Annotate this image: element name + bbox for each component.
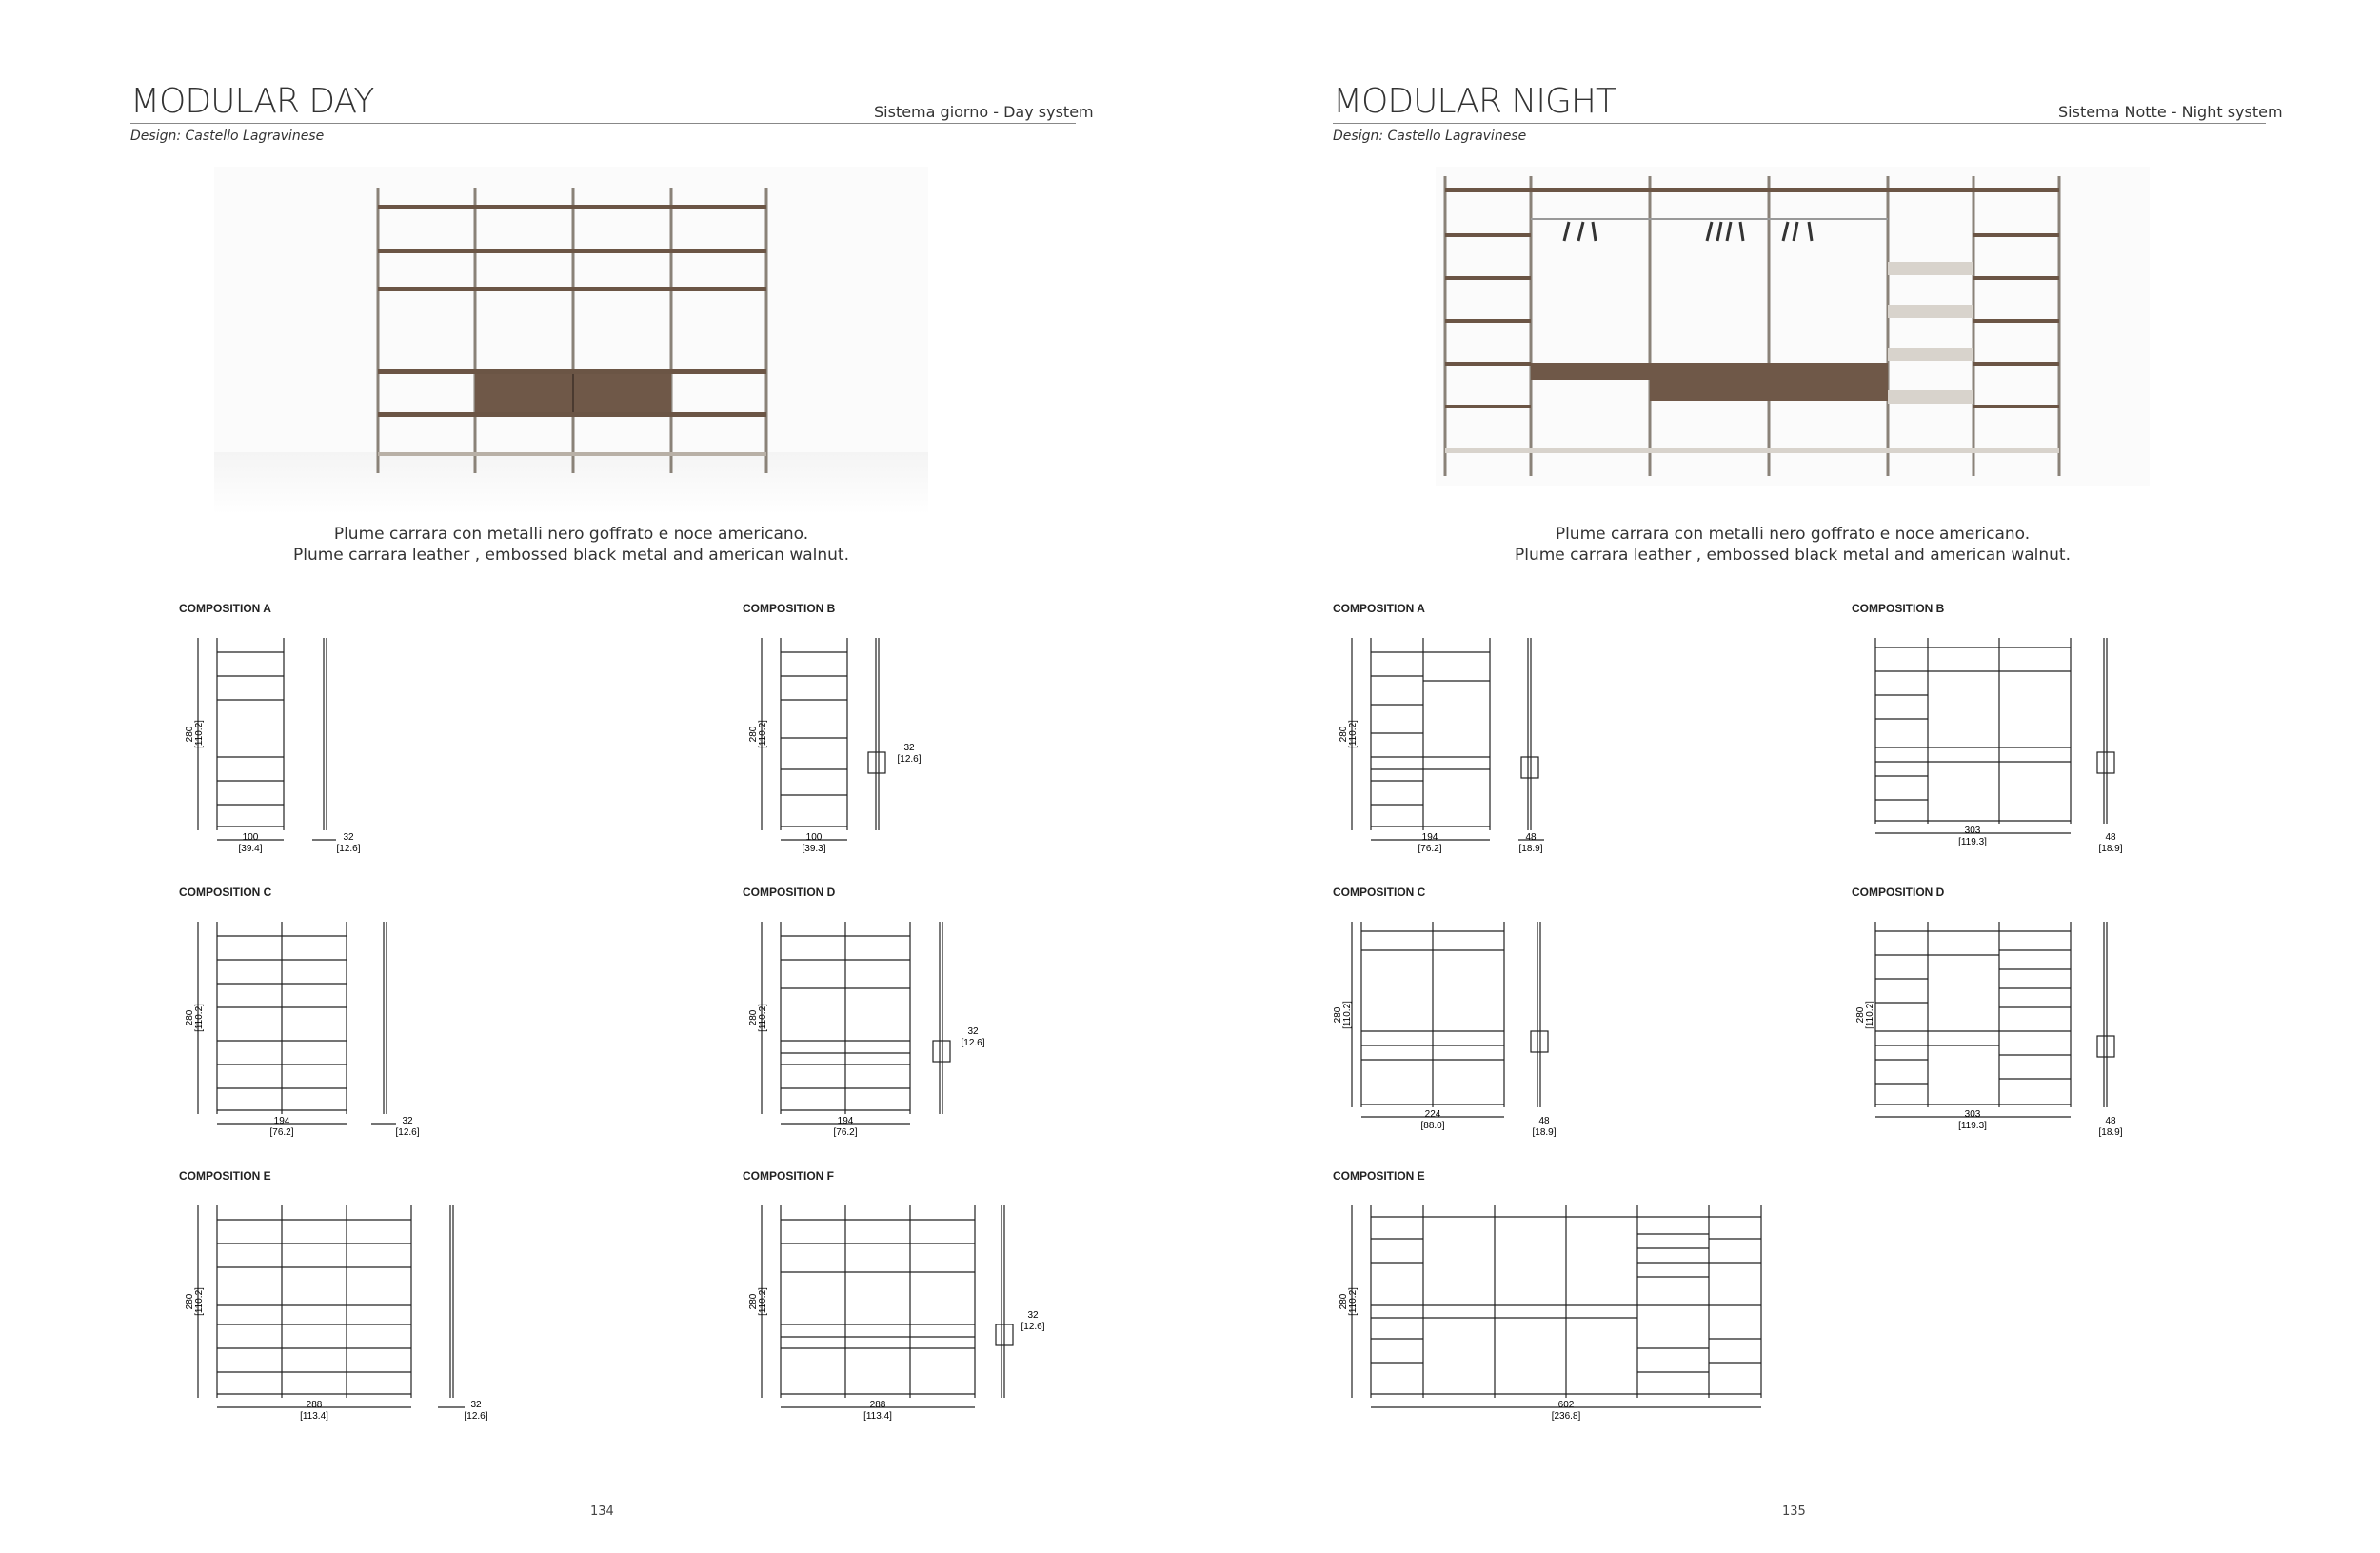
product-caption bbox=[1436, 524, 2150, 566]
height-dimension-inches: [110.2] bbox=[194, 1287, 205, 1316]
composition-b-label: COMPOSITION B bbox=[743, 602, 836, 615]
composition-e-drawing bbox=[1333, 1196, 1828, 1434]
depth-dimension: 48 bbox=[1525, 832, 1537, 843]
page-number: 134 bbox=[590, 1504, 614, 1519]
composition-e-drawing bbox=[179, 1196, 512, 1434]
depth-dimension-inches: [12.6] bbox=[961, 1038, 985, 1048]
height-dimension: 280 bbox=[748, 726, 759, 743]
designer-credit: Design: Castello Lagravinese bbox=[1333, 129, 1527, 144]
composition-b-label: COMPOSITION B bbox=[1852, 602, 1945, 615]
page-title: MODULAR NIGHT bbox=[1333, 82, 1616, 121]
height-dimension: 280 bbox=[748, 1293, 759, 1310]
wardrobe-illustration bbox=[1436, 167, 2150, 486]
width-dimension-inches: [113.4] bbox=[300, 1411, 328, 1422]
composition-c-label: COMPOSITION C bbox=[1333, 886, 1426, 899]
composition-b-drawing bbox=[1852, 628, 2175, 866]
width-dimension: 224 bbox=[1424, 1109, 1441, 1120]
width-dimension-inches: [39.4] bbox=[238, 844, 263, 854]
width-dimension: 303 bbox=[1964, 826, 1981, 836]
depth-dimension-inches: [12.6] bbox=[395, 1127, 420, 1138]
depth-dimension: 32 bbox=[967, 1026, 979, 1037]
height-dimension-inches: [110.2] bbox=[1348, 720, 1359, 748]
composition-c-label: COMPOSITION C bbox=[179, 886, 272, 899]
product-photo bbox=[1436, 167, 2150, 486]
width-dimension-inches: [88.0] bbox=[1420, 1121, 1445, 1131]
depth-dimension-inches: [12.6] bbox=[336, 844, 361, 854]
composition-b-drawing bbox=[743, 628, 933, 866]
composition-a-label: COMPOSITION A bbox=[179, 602, 271, 615]
title-rule bbox=[1333, 123, 2266, 124]
height-dimension: 280 bbox=[185, 1009, 195, 1026]
product-photo bbox=[214, 167, 928, 514]
page-subtitle: Sistema giorno - Day system bbox=[874, 103, 1094, 121]
height-dimension: 280 bbox=[748, 1009, 759, 1026]
depth-dimension: 32 bbox=[402, 1116, 413, 1126]
composition-e-label: COMPOSITION E bbox=[1333, 1169, 1425, 1183]
composition-a-drawing bbox=[179, 628, 369, 866]
width-dimension: 288 bbox=[306, 1400, 323, 1410]
height-dimension-inches: [110.2] bbox=[1865, 1001, 1875, 1029]
depth-dimension: 32 bbox=[470, 1400, 482, 1410]
width-dimension: 194 bbox=[273, 1116, 290, 1126]
depth-dimension: 48 bbox=[2105, 832, 2116, 843]
depth-dimension-inches: [18.9] bbox=[2098, 844, 2123, 854]
width-dimension: 100 bbox=[242, 832, 259, 843]
composition-f-label: COMPOSITION F bbox=[743, 1169, 834, 1183]
width-dimension: 303 bbox=[1964, 1109, 1981, 1120]
title-rule bbox=[130, 123, 1076, 124]
composition-d-label: COMPOSITION D bbox=[743, 886, 836, 899]
depth-dimension-inches: [18.9] bbox=[1532, 1127, 1557, 1138]
composition-d-label: COMPOSITION D bbox=[1852, 886, 1945, 899]
height-dimension-inches: [110.2] bbox=[758, 720, 768, 748]
page-number: 135 bbox=[1782, 1504, 1806, 1519]
composition-c-drawing bbox=[179, 912, 446, 1150]
width-dimension: 194 bbox=[1421, 832, 1438, 843]
height-dimension: 280 bbox=[1339, 726, 1349, 743]
depth-dimension-inches: [12.6] bbox=[1021, 1322, 1045, 1332]
width-dimension-inches: [119.3] bbox=[1958, 837, 1987, 847]
height-dimension: 280 bbox=[185, 1293, 195, 1310]
width-dimension-inches: [76.2] bbox=[1418, 844, 1442, 854]
height-dimension: 280 bbox=[185, 726, 195, 743]
depth-dimension-inches: [18.9] bbox=[1518, 844, 1543, 854]
width-dimension-inches: [236.8] bbox=[1551, 1411, 1581, 1422]
caption-italian: Plume carrara con metalli nero goffrato e noce americano. bbox=[1555, 525, 2031, 544]
designer-credit: Design: Castello Lagravinese bbox=[130, 129, 325, 144]
height-dimension-inches: [110.2] bbox=[758, 1287, 768, 1316]
width-dimension: 288 bbox=[869, 1400, 886, 1410]
height-dimension-inches: [110.2] bbox=[194, 1004, 205, 1032]
caption-italian: Plume carrara con metalli nero goffrato e noce americano. bbox=[333, 525, 809, 544]
composition-d-drawing bbox=[743, 912, 1009, 1150]
height-dimension-inches: [110.2] bbox=[1342, 1001, 1353, 1029]
caption-english: Plume carrara leather , embossed black metal and american walnut. bbox=[292, 546, 850, 565]
product-caption bbox=[214, 524, 928, 566]
depth-dimension: 48 bbox=[2105, 1116, 2116, 1126]
width-dimension-inches: [76.2] bbox=[833, 1127, 858, 1138]
depth-dimension: 32 bbox=[343, 832, 354, 843]
height-dimension-inches: [110.2] bbox=[194, 720, 205, 748]
height-dimension: 280 bbox=[1855, 1006, 1866, 1024]
depth-dimension-inches: [18.9] bbox=[2098, 1127, 2123, 1138]
height-dimension: 280 bbox=[1333, 1006, 1343, 1024]
composition-e-label: COMPOSITION E bbox=[179, 1169, 271, 1183]
width-dimension-inches: [119.3] bbox=[1958, 1121, 1987, 1131]
depth-dimension: 48 bbox=[1538, 1116, 1550, 1126]
bookcase-illustration bbox=[214, 167, 928, 514]
width-dimension: 602 bbox=[1557, 1400, 1575, 1410]
width-dimension: 100 bbox=[805, 832, 823, 843]
depth-dimension-inches: [12.6] bbox=[897, 754, 922, 765]
height-dimension-inches: [110.2] bbox=[758, 1004, 768, 1032]
width-dimension-inches: [113.4] bbox=[863, 1411, 892, 1422]
width-dimension-inches: [76.2] bbox=[269, 1127, 294, 1138]
depth-dimension: 32 bbox=[1027, 1310, 1039, 1321]
page-subtitle: Sistema Notte - Night system bbox=[2058, 103, 2283, 121]
composition-c-drawing bbox=[1333, 912, 1637, 1150]
caption-english: Plume carrara leather , embossed black metal and american walnut. bbox=[1514, 546, 2072, 565]
composition-a-drawing bbox=[1333, 628, 1618, 866]
height-dimension-inches: [110.2] bbox=[1348, 1287, 1359, 1316]
width-dimension: 194 bbox=[837, 1116, 854, 1126]
right-page bbox=[1190, 0, 2380, 1553]
height-dimension: 280 bbox=[1339, 1293, 1349, 1310]
depth-dimension: 32 bbox=[903, 743, 915, 753]
composition-d-drawing bbox=[1852, 912, 2175, 1150]
width-dimension-inches: [39.3] bbox=[802, 844, 826, 854]
composition-a-label: COMPOSITION A bbox=[1333, 602, 1425, 615]
depth-dimension-inches: [12.6] bbox=[464, 1411, 488, 1422]
composition-f-drawing bbox=[743, 1196, 1076, 1434]
page-title: MODULAR DAY bbox=[130, 82, 374, 121]
